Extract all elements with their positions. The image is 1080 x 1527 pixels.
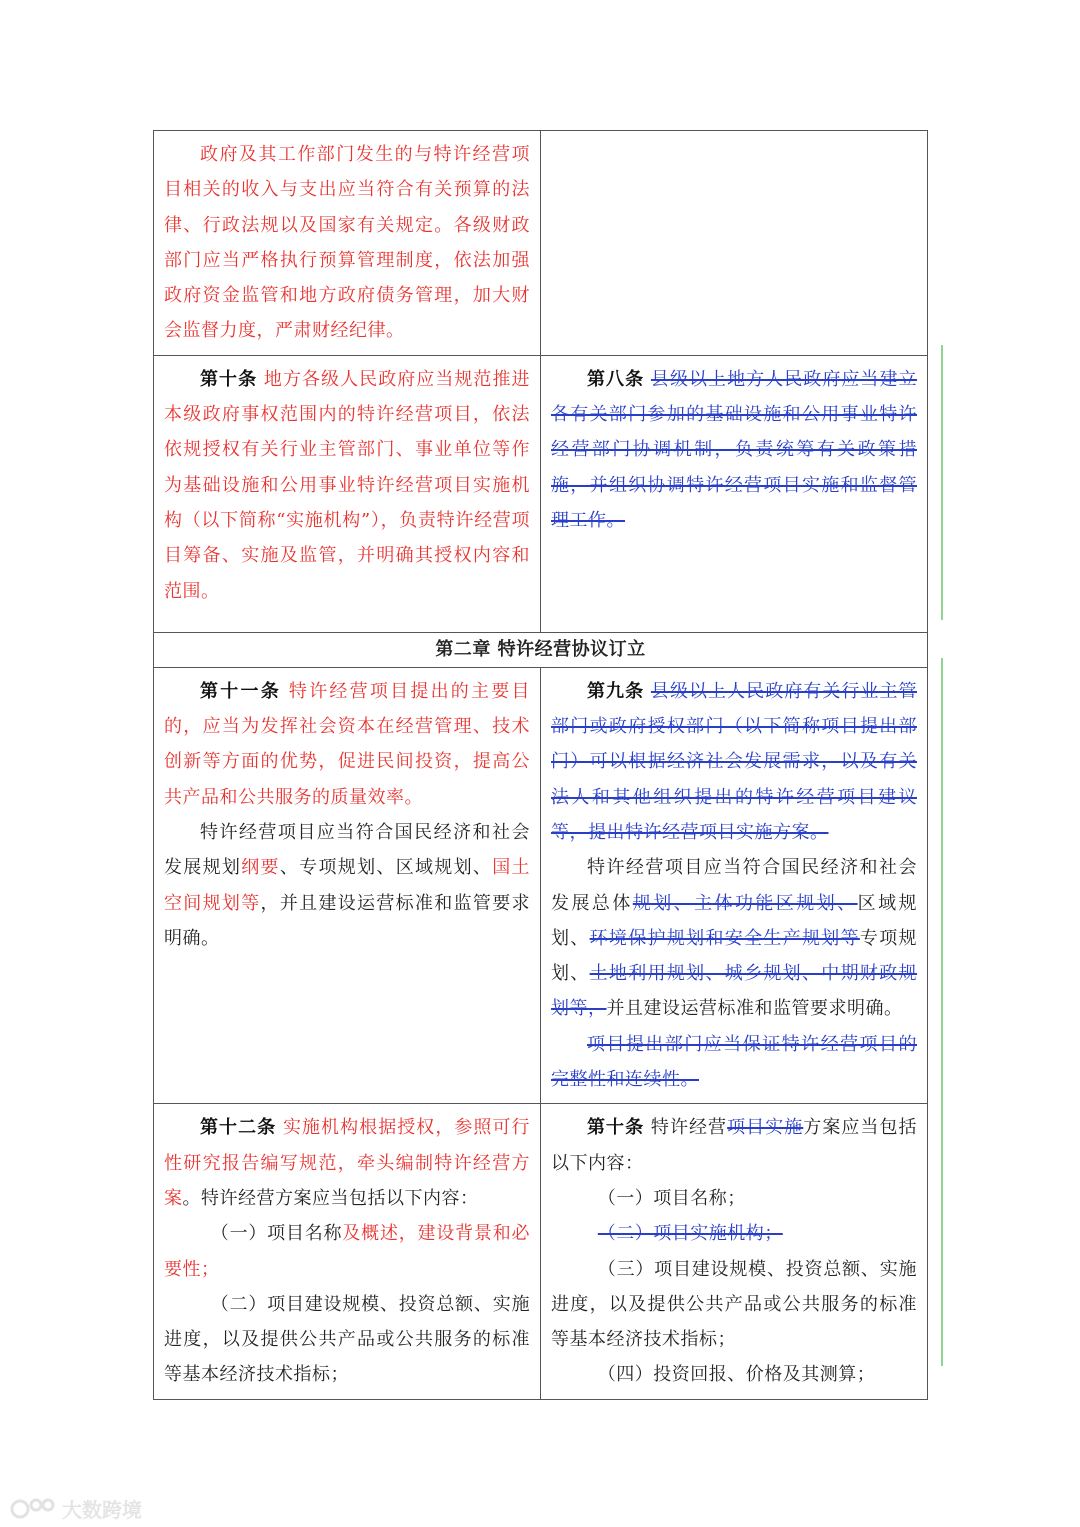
article-paragraph (551, 1110, 917, 1181)
article-paragraph (551, 362, 917, 538)
article-paragraph (164, 815, 530, 956)
list-item: （一）项目名称； (597, 1187, 746, 1209)
new-text-cell (154, 667, 541, 1104)
fiscal-paragraph: 政府及其工作部门发生的与特许经营项目相关的收入与支出应当符合有关预算的法律、行政法规以及国家有关规定。各级财政部门应当严格执行预算管理制度，依法加强政府资金监管和地方政府债务管理，加大财会监督力度，严肃财经纪律。 (164, 144, 530, 342)
article-paragraph (551, 674, 917, 850)
new-text-cell (154, 1104, 541, 1399)
table-row (154, 632, 928, 667)
watermark (10, 1494, 142, 1523)
text-run: 特许经营项目应当符合国民经济和社会发展规划 (164, 821, 530, 879)
deleted-text: 项目提出部门应当保证特许经营项目的完整性和连续性。 (551, 1033, 917, 1091)
added-text: 及概述，建设背景和必要性 (164, 1223, 531, 1280)
article-number: 第十条 (200, 368, 258, 390)
text-run: 方案应当包括以下内容： (551, 1117, 918, 1174)
article-paragraph (164, 362, 530, 609)
article-paragraph (551, 1027, 917, 1098)
change-bar (941, 658, 943, 1366)
table-row (154, 1104, 928, 1399)
deleted-text: 土地利用规划、城乡规划、中期财政规划等， (551, 963, 918, 1020)
added-text: 特许经营项目提出的主要目的，应当为发挥社会资本在经营管理、技术创新等方面的优势，促进民间投资，提高公共产品和公共服务的质量效率。 (164, 680, 531, 808)
deleted-text: 规划、主体功能区规划、 (632, 892, 858, 914)
comparison-table (153, 130, 928, 1400)
article-number: 第十一条 (200, 680, 281, 702)
list-item (164, 1216, 530, 1287)
text-run: 专项规划、 (551, 927, 918, 985)
article-paragraph (164, 674, 530, 815)
watermark-text: 大数跨境 (62, 1498, 142, 1522)
old-text-cell (541, 355, 928, 632)
deleted-text: 项目实施 (727, 1117, 804, 1139)
text-run: （一）项目名称 (210, 1223, 343, 1245)
watermark-logo-icon (10, 1496, 56, 1522)
list-item: （二）项目建设规模、投资总额、实施进度，以及提供公共产品或公共服务的标准等基本经济技术指标； (164, 1293, 530, 1386)
table-row (154, 355, 928, 632)
text-run: 并且建设运营标准和监管要求明确。 (606, 998, 903, 1020)
article-paragraph (551, 850, 917, 1026)
added-text: 纲要 (241, 857, 280, 879)
deleted-text: 环境保护规划和安全生产规划等 (589, 927, 860, 949)
added-text: 地方各级人民政府应当规范推进本级政府事权范围内的特许经营项目，依法依规授权有关行业主管部门、事业单位等作为基础设施和公用事业特许经营项目实施机构（以下简称“实施机构”），负责特许经营项目筹备、实施及监管，并明确其授权内容和范围。 (164, 368, 531, 602)
list-item: （四）投资回报、价格及其测算； (597, 1364, 876, 1386)
old-text-cell (541, 1104, 928, 1399)
added-text: ； (201, 1258, 220, 1280)
article-paragraph (164, 1110, 530, 1216)
deleted-text: 县级以上地方人民政府应当建立各有关部门参加的基础设施和公用事业特许经营部门协调机制，负责统筹有关政策措施，并组织协调特许经营项目实施和监督管理工作。 (551, 368, 918, 531)
added-text: 实施机构根据授权，参照可行性研究报告编写规范，牵头编制特许经营方案 (164, 1117, 531, 1209)
chapter-heading: 第二章 特许经营协议订立 (154, 632, 928, 667)
deleted-text: 县级以上人民政府有关行业主管部门或政府授权部门（以下简称项目提出部门）可以根据经济社会发展需求，以及有关法人和其他组织提出的特许经营项目建议等，提出特许经营项目实施方案。 (551, 680, 918, 843)
article-number: 第八条 (587, 368, 645, 390)
text-run: 、专项规划、区域规划、 (279, 857, 493, 879)
new-text-cell (154, 131, 541, 356)
text-run: 特许经营项目应当符合国民经济和社会发展总体 (551, 857, 917, 914)
added-text: 国土空间规划等 (164, 857, 531, 914)
table-row (154, 667, 928, 1104)
table-row (154, 131, 928, 356)
new-text-cell (154, 355, 541, 632)
text-run: ，并且建设运营标准和监管要求明确。 (164, 892, 531, 949)
comparison-document (153, 130, 928, 1400)
list-item: （三）项目建设规模、投资总额、实施进度，以及提供公共产品或公共服务的标准等基本经济技术指标； (551, 1258, 917, 1351)
change-bar (941, 345, 943, 620)
old-text-cell (541, 667, 928, 1104)
old-text-cell (541, 131, 928, 356)
text-run: 区域规划、 (551, 892, 918, 949)
article-number: 第十条 (587, 1117, 645, 1139)
text-run: 特许经营 (650, 1117, 728, 1139)
article-number: 第九条 (587, 680, 645, 702)
article-number: 第十二条 (200, 1117, 277, 1139)
list-item (551, 1216, 917, 1251)
text-run: 。特许经营方案应当包括以下内容： (182, 1187, 479, 1209)
deleted-text: （二）项目实施机构； (597, 1223, 783, 1245)
